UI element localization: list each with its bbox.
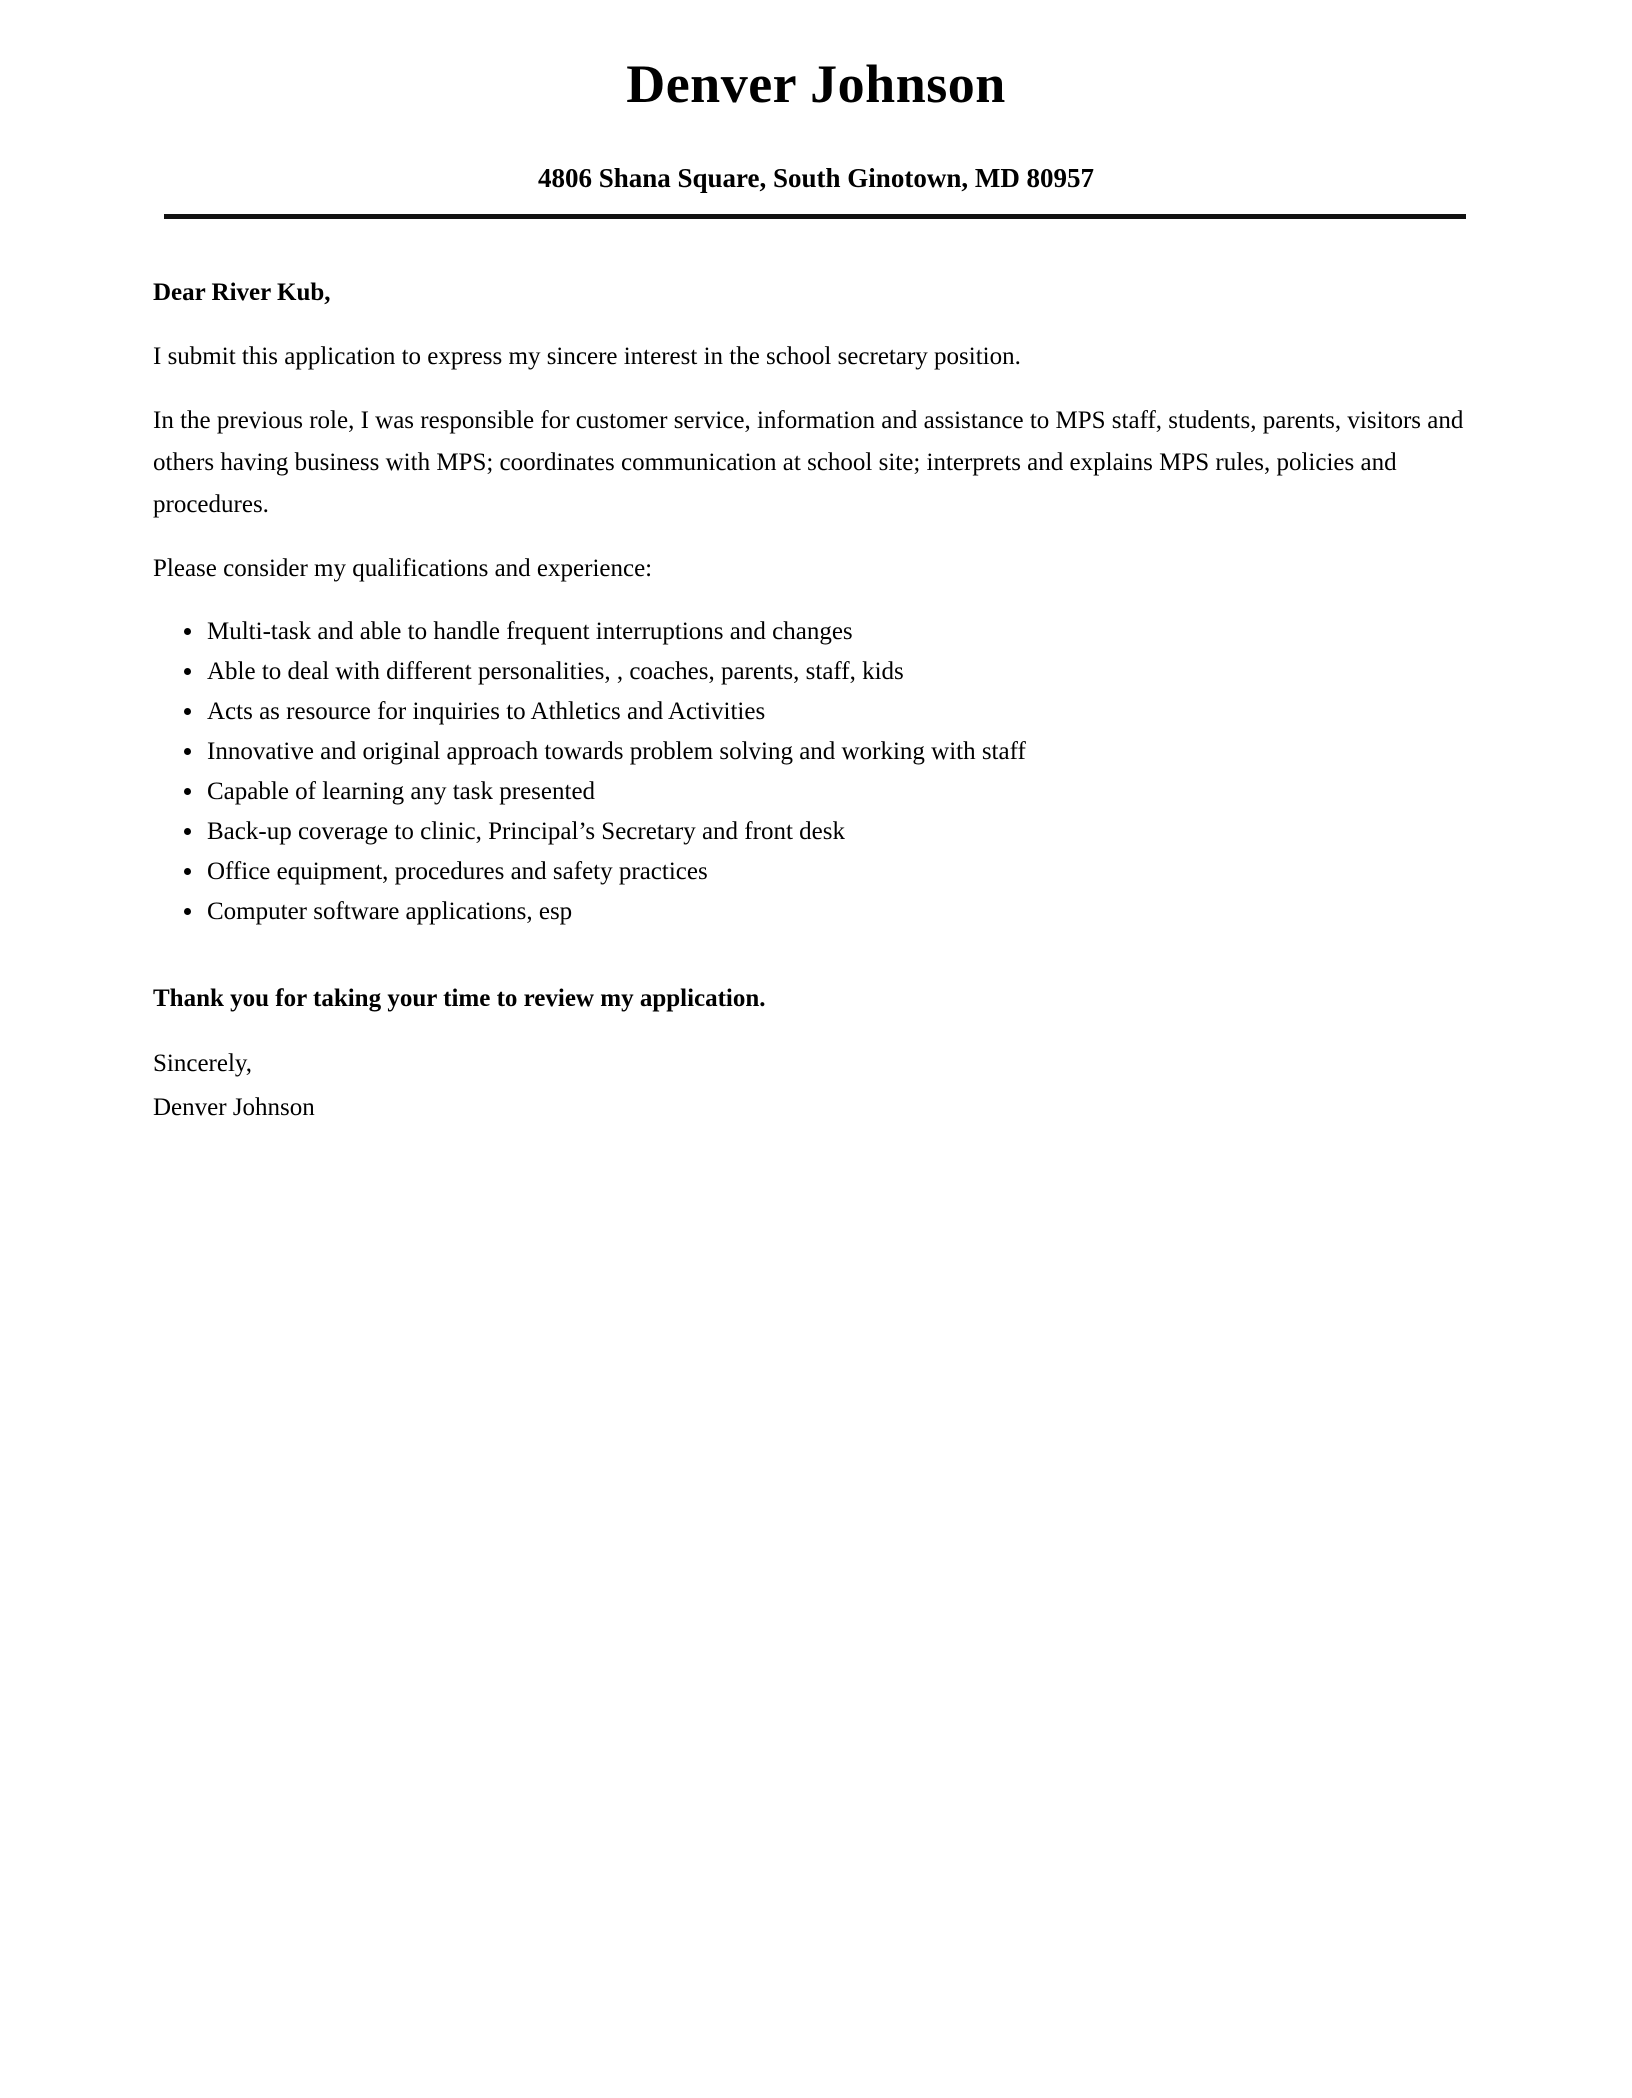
applicant-address: 4806 Shana Square, South Ginotown, MD 80957 [537, 163, 1095, 193]
letter-body [0, 272, 1632, 1130]
qualification-item: • Computer software applications, esp [205, 892, 1464, 932]
qualification-item: • Capable of learning any task presented [205, 772, 1464, 812]
qualification-item: • Office equipment, procedures and safety practices [205, 852, 1464, 892]
qualification-item: • Acts as resource for inquiries to Athletics and Activities [205, 692, 1464, 732]
applicant-name: Denver Johnson [626, 54, 1006, 114]
letter-header [0, 0, 1632, 219]
qualifications-intro: Please consider my qualifications and experience: [153, 555, 653, 582]
qualification-item: • Able to deal with different personalities, , coaches, parents, staff, kids [205, 652, 1464, 692]
signature-name: Denver Johnson [153, 1094, 315, 1121]
qualifications-list [153, 612, 1464, 932]
qualification-item: • Innovative and original approach towards problem solving and working with staff [205, 732, 1464, 772]
signoff: Sincerely, [153, 1050, 253, 1077]
salutation: Dear River Kub, [153, 279, 331, 306]
qualification-item: • Multi-task and able to handle frequent interruptions and changes [205, 612, 1464, 652]
qualification-item: • Back-up coverage to clinic, Principal’s Secretary and front desk [205, 812, 1464, 852]
signoff-block [153, 1042, 1464, 1130]
experience-paragraph: In the previous role, I was responsible for customer service, information and assistance to MPS staff, students, parents, visitors and others having business with MPS; coordinates communication at school site; interprets and explains MPS rules, policies and procedures. [153, 407, 1464, 518]
header-divider [164, 214, 1466, 219]
closing-thanks: Thank you for taking your time to review my application. [153, 985, 766, 1012]
intro-paragraph: I submit this application to express my sincere interest in the school secretary position. [153, 343, 1021, 370]
